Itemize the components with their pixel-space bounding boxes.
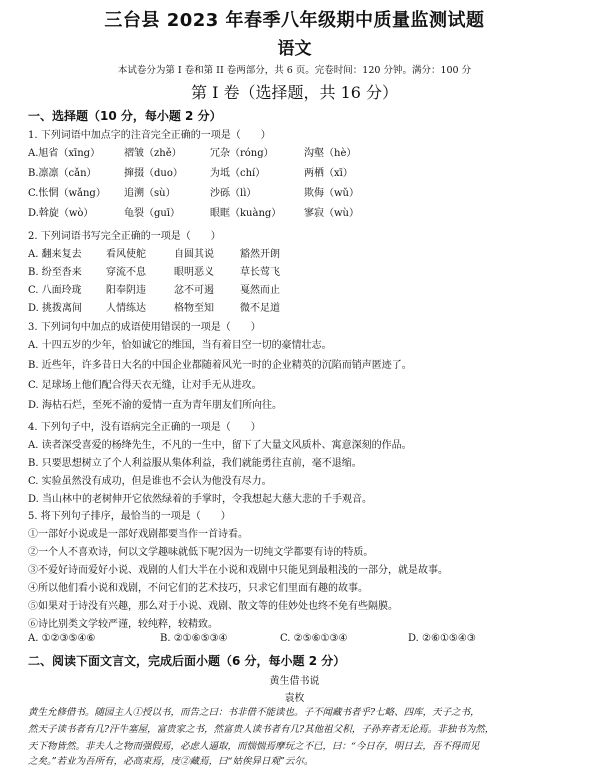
- q1-a-4: 沟壑（hè）: [304, 148, 357, 159]
- q2-a-4: 豁然开朗: [240, 249, 280, 260]
- q3-option-c: C. 足球场上他们配合得天衣无缝，让对手无从进攻。: [28, 380, 262, 391]
- q5-line-6: ⑥诗比别类文学较严谨，较纯粹，较精致。: [28, 619, 218, 630]
- q3-option-b: B. 近些年，许多昔日大名的中国企业都随着风光一时的企业精英的沉陷而销声匿迹了。: [28, 360, 412, 371]
- exam-title: 三台县 2023 年春季八年级期中质量监测试题: [104, 10, 485, 31]
- q2-a-1: A. 翻来复去: [28, 249, 82, 260]
- q3-option-a: A. 十四五岁的少年，恰如诚它的维国，当有着目空一切的豪情壮志。: [28, 340, 332, 351]
- q1-a-2: 褶皱（zhě）: [124, 148, 182, 159]
- exam-info: 本试卷分为第 I 卷和第 II 卷两部分，共 6 页。完卷时间：120 分钟。满分：100 分: [117, 65, 472, 76]
- section-2-title: 二、阅读下面文言文，完成后面小题（6 分，每小题 2 分）: [28, 654, 346, 668]
- q5-choice-d: D. ②⑥①⑤④③: [408, 633, 476, 644]
- q1-c-4: 欺侮（wǔ）: [304, 188, 359, 199]
- q5-choice-c: C. ②⑤⑥①③④: [280, 633, 348, 644]
- q1-b-1: B.凛凛（cǎn）: [28, 168, 97, 179]
- q1-a-3: 冗杂（róng）: [210, 148, 274, 159]
- q1-b-3: 为坻（chí）: [210, 168, 266, 179]
- q1-d-4: 寥寂（wù）: [304, 208, 359, 219]
- q1-b-4: 两栖（xī）: [304, 168, 353, 179]
- q5-choice-b: B. ②①⑥⑤③④: [160, 633, 228, 644]
- q4-option-a: A. 读者深受喜爱的杨绛先生，不凡的一生中，留下了大量文风质朴、寓意深刻的作品。: [28, 440, 412, 451]
- q2-c-4: 戛然而止: [240, 285, 280, 296]
- q5-line-2: ②一个人不喜欢诗，何以文学趣味就低下呢?因为一切纯文学都要有诗的特质。: [28, 547, 374, 558]
- section-1-title: 一、选择题（10 分，每小题 2 分）: [28, 109, 222, 123]
- q1-c-1: C.怅惘（wǎng）: [28, 188, 106, 199]
- passage-line-3: 天下物皆然。非夫人之物而强假焉，必虑人逼取，而惴惴焉摩玩之不已，曰：“今日存，明日去，吾不得而见: [28, 741, 480, 752]
- q2-c-3: 忿不可遏: [174, 285, 214, 296]
- q1-d-3: 眼眶（kuàng）: [210, 208, 282, 219]
- passage-author: 袁枚: [284, 693, 305, 704]
- q2-b-3: 眼明恶义: [174, 267, 214, 278]
- passage-title: 黄生借书说: [269, 676, 320, 687]
- q2-a-2: 看风使舵: [106, 249, 146, 260]
- q5-line-5: ⑤如果对于诗没有兴趣，那么对于小说、戏剧、散文等的佳妙处也终不免有些隔膜。: [28, 601, 398, 612]
- q5-choice-a: A. ①②③⑤④⑥: [28, 633, 96, 644]
- q5-line-3: ③不爱好诗而爱好小说、戏剧的人们大半在小说和戏剧中只能见到最粗浅的一部分，就是故事。: [28, 565, 448, 576]
- subject-title: 语文: [277, 39, 312, 59]
- q5-line-4: ④所以他们看小说和戏剧，不问它们的艺术技巧，只求它们里面有趣的故事。: [28, 583, 368, 594]
- q2-d-3: 格物至知: [174, 303, 214, 314]
- q1-d-2: 龟裂（guī）: [124, 208, 181, 219]
- q5-line-1: ①一部好小说或是一部好戏剧都要当作一首诗看。: [28, 529, 248, 540]
- q5-stem: 5. 将下列句子排序，最恰当的一项是（ ）: [28, 511, 231, 522]
- q1-a-1: A.旭省（xīng）: [28, 148, 101, 159]
- q4-option-c: C. 实验虽然没有成功，但是谁也不会认为他没有尽力。: [28, 476, 272, 487]
- q4-stem: 4. 下列句子中，没有语病完全正确的一项是（ ）: [28, 422, 261, 433]
- q2-d-4: 微不足道: [240, 303, 280, 314]
- q3-stem: 3. 下列词句中加点的成语使用错误的一项是（ ）: [28, 322, 261, 333]
- q2-c-1: C. 八面玲珑: [28, 285, 82, 296]
- volume-title: 第 I 卷（选择题，共 16 分）: [190, 83, 399, 102]
- q1-c-3: 沙砾（lì）: [210, 188, 257, 199]
- passage-line-4: 之矣。”若业为吾所有，必高束焉，庋②藏焉，曰“姑俟异日观”云尔。: [28, 756, 314, 767]
- q2-b-1: B. 纷至沓来: [28, 267, 82, 278]
- q4-option-d: D. 当山林中的老树伸开它依然绿着的手掌时，令我想起大慈大悲的千手观音。: [28, 494, 373, 505]
- q2-b-2: 穿流不息: [106, 267, 146, 278]
- q2-c-2: 阳奉阴违: [106, 285, 146, 296]
- passage-line-2: 然天子读书者有几?汗牛塞屋，富贵家之书，然富贵人读书者有几?其他祖父积，子孙弃者无论焉。非独书为然，: [28, 724, 495, 735]
- q2-stem: 2. 下列词语书写完全正确的一项是（ ）: [28, 231, 221, 242]
- q1-d-1: D.斡旋（wò）: [28, 208, 94, 219]
- q3-option-d: D. 海枯石烂，至死不渝的爱情一直为青年朋友们所向往。: [28, 400, 283, 411]
- q2-d-1: D. 挑拨离间: [28, 303, 83, 314]
- q2-b-4: 草长莺飞: [240, 267, 280, 278]
- q1-c-2: 追溯（sù）: [124, 188, 176, 199]
- passage-line-1: 黄生允修借书。随园主人①授以书，而告之曰：书非借不能读也。子不闻藏书者乎?七略、四库，天子之书，: [28, 707, 480, 718]
- q4-option-b: B. 只要思想树立了个人利益服从集体利益，我们就能勇往直前，毫不退缩。: [28, 458, 362, 469]
- q2-a-3: 自圆其说: [174, 249, 214, 260]
- q2-d-2: 人情练达: [106, 303, 146, 314]
- q1-b-2: 撺掇（duo）: [124, 168, 183, 179]
- q1-stem: 1. 下列词语中加点字的注音完全正确的一项是（ ）: [28, 130, 271, 141]
